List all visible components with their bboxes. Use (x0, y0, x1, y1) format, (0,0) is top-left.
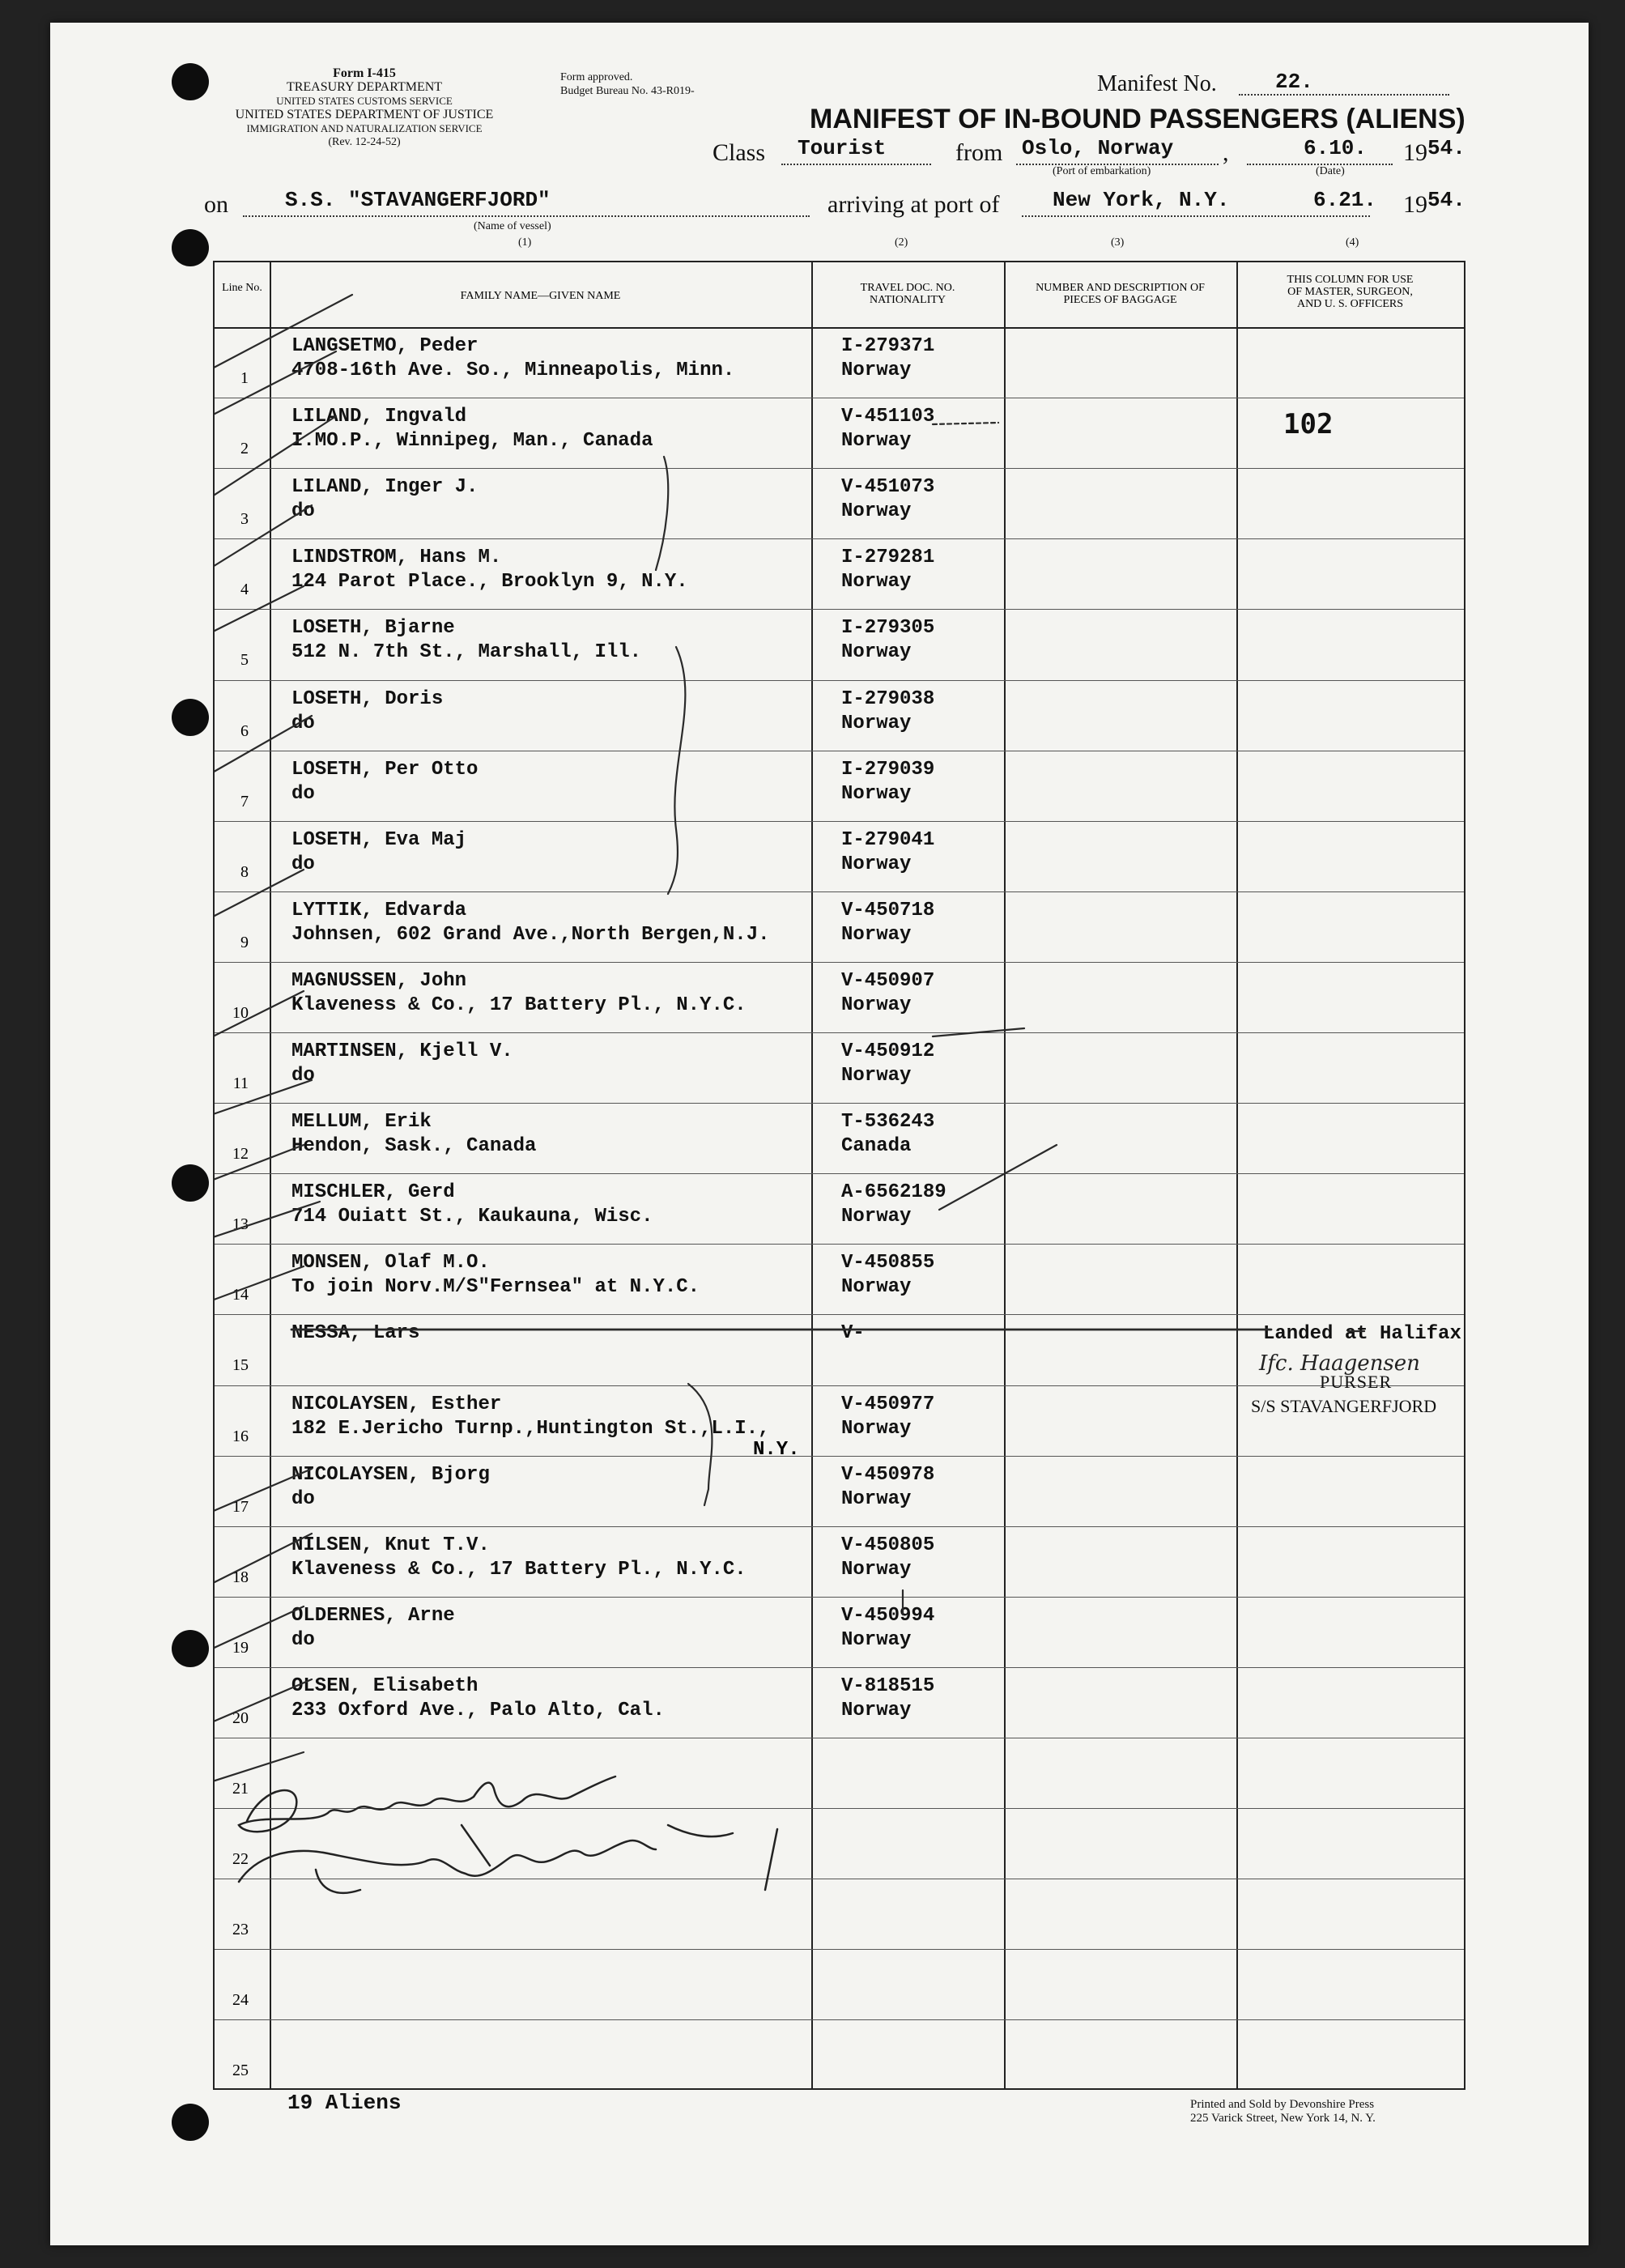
form-approved: Form approved. (560, 71, 633, 83)
line-number: 14 (232, 1286, 249, 1304)
printer-line-1: Printed and Sold by Devonshire Press (1190, 2098, 1375, 2111)
departure-date: 6.10. (1304, 136, 1368, 160)
class-label: Class (713, 139, 766, 166)
manifest-label: Manifest No. (1097, 71, 1217, 96)
arriving-label: arriving at port of (827, 191, 1000, 218)
passenger-address: To join Norv.M/S"Fernsea" at N.Y.C. (291, 1276, 700, 1299)
passenger-name: LILAND, Ingvald (291, 406, 467, 428)
passenger-address: do (291, 500, 315, 523)
passenger-address: do (291, 1628, 315, 1651)
nationality: Norway (841, 1276, 912, 1299)
travel-doc-number: V-818515 (841, 1674, 935, 1697)
nationality: Norway (841, 571, 912, 594)
passenger-name: MONSEN, Olaf M.O. (291, 1252, 490, 1274)
passenger-address: 233 Oxford Ave., Palo Alto, Cal. (291, 1699, 665, 1721)
line-number: 6 (240, 721, 249, 740)
travel-doc-number: V-451103 (841, 406, 935, 428)
total-aliens: 19 Aliens (287, 2091, 402, 2115)
year2-suffix: 54. (1427, 188, 1465, 212)
binder-hole (172, 699, 209, 736)
line-number: 22 (232, 1850, 249, 1869)
check-mark (215, 1080, 312, 1121)
travel-doc-number: I-279305 (841, 617, 935, 640)
nationality: Norway (841, 1065, 912, 1087)
passenger-name: NICOLAYSEN, Bjorg (291, 1463, 490, 1486)
nationality: Norway (841, 853, 912, 875)
check-mark (215, 295, 352, 376)
passenger-address: 512 N. 7th St., Marshall, Ill. (291, 641, 642, 664)
treasury-dept: TREASURY DEPARTMENT (286, 80, 443, 94)
purser-stamp: PURSER (1320, 1372, 1393, 1392)
binder-hole (172, 229, 209, 266)
travel-doc-number: I-279041 (841, 828, 935, 851)
nationality: Norway (841, 1417, 912, 1440)
header-doc-no: TRAVEL DOC. NO. (860, 282, 955, 294)
travel-doc-number: V-450978 (841, 1463, 935, 1486)
col4-caption: (4) (1346, 236, 1359, 249)
passenger-name: LYTTIK, Edvarda (291, 899, 467, 921)
passenger-name: NESSA, Lars (291, 1322, 420, 1345)
year2-prefix: 19 (1403, 191, 1427, 218)
travel-doc-number: V- (841, 1322, 865, 1345)
line-number: 13 (232, 1215, 249, 1234)
travel-doc-number: V-450907 (841, 969, 935, 992)
form-id-block (194, 66, 534, 149)
travel-doc-number: V-450805 (841, 1534, 935, 1556)
header-nationality: NATIONALITY (869, 294, 946, 306)
vessel-name: S.S. "STAVANGERFJORD" (285, 188, 551, 212)
passenger-name: LOSETH, Eva Maj (291, 828, 467, 851)
year1-suffix: 54. (1427, 136, 1465, 160)
nationality: Norway (841, 430, 912, 453)
passenger-name: LANGSETMO, Peder (291, 335, 479, 357)
passenger-name: MAGNUSSEN, John (291, 969, 467, 992)
passenger-address: Klaveness & Co., 17 Battery Pl., N.Y.C. (291, 1558, 747, 1581)
passenger-address: Klaveness & Co., 17 Battery Pl., N.Y.C. (291, 994, 747, 1016)
from-label: from (955, 139, 1003, 166)
nationality: Canada (841, 1135, 912, 1158)
check-mark (215, 1145, 304, 1185)
line-number: 25 (232, 2062, 249, 2080)
line-number: 18 (232, 1568, 249, 1586)
check-mark (215, 1752, 304, 1785)
check-mark (215, 1534, 312, 1590)
header-baggage-a: NUMBER AND DESCRIPTION OF (1036, 282, 1205, 294)
passenger-name: MELLUM, Erik (291, 1111, 432, 1134)
travel-doc-number: V-450912 (841, 1040, 935, 1062)
passenger-address: Hendon, Sask., Canada (291, 1135, 537, 1158)
passenger-name: LOSETH, Bjarne (291, 617, 455, 640)
check-mark (215, 416, 336, 505)
line-number: 4 (240, 581, 249, 599)
check-mark (215, 1679, 312, 1728)
on-label: on (204, 191, 228, 218)
passenger-address: Johnsen, 602 Grand Ave.,North Bergen,N.J. (291, 923, 770, 946)
header-officers-b: OF MASTER, SURGEON, (1287, 286, 1413, 298)
check-mark (215, 991, 304, 1048)
budget-bureau: Budget Bureau No. 43-R019- (560, 85, 695, 97)
year1-prefix: 19 (1403, 139, 1427, 166)
printer-credit (1190, 2098, 1376, 2125)
revision-date: (Rev. 12-24-52) (328, 136, 401, 148)
passenger-address: do (291, 1487, 315, 1510)
passenger-name: LILAND, Inger J. (291, 476, 479, 499)
nationality: Norway (841, 1628, 912, 1651)
line-number: 15 (232, 1356, 249, 1375)
vessel-line (243, 215, 810, 217)
customs-service: UNITED STATES CUSTOMS SERVICE (276, 95, 453, 107)
form-number: Form I-415 (333, 66, 396, 80)
travel-doc-number: I-279038 (841, 687, 935, 710)
passenger-address: 124 Parot Place., Brooklyn 9, N.Y. (291, 571, 688, 594)
passenger-address: 4708-16th Ave. So., Minneapolis, Minn. (291, 360, 735, 381)
manifest-number: 22. (1275, 70, 1313, 94)
passenger-name: LINDSTROM, Hans M. (291, 547, 502, 569)
line-number: 3 (240, 510, 249, 529)
line-number: 7 (240, 792, 249, 811)
nationality: Norway (841, 923, 912, 946)
passenger-table (213, 261, 1465, 2090)
ship-stamp: S/S STAVANGERFJORD (1251, 1396, 1437, 1416)
justice-dept: UNITED STATES DEPARTMENT OF JUSTICE (235, 108, 494, 121)
officer-number: 102 (1283, 408, 1334, 440)
passenger-name: OLSEN, Elisabeth (291, 1674, 479, 1697)
dash-mark (933, 1028, 1024, 1036)
printer-line-2: 225 Varick Street, New York 14, N. Y. (1190, 2112, 1376, 2125)
line-number: 9 (240, 933, 249, 951)
bracket-mark (668, 647, 685, 894)
class-value: Tourist (798, 136, 887, 160)
passenger-address: do (291, 853, 315, 875)
check-mark (215, 1606, 304, 1655)
nationality: Norway (841, 782, 912, 805)
dash-mark (933, 423, 998, 424)
handwritten-signature (239, 1777, 777, 1893)
nationality: Norway (841, 712, 912, 734)
travel-doc-number: A-6562189 (841, 1181, 946, 1204)
nationality: Norway (841, 1487, 912, 1510)
passenger-name: NICOLAYSEN, Esther (291, 1393, 502, 1415)
passenger-name: OLDERNES, Arne (291, 1604, 455, 1627)
line-number: 24 (232, 1991, 249, 2010)
col2-caption: (2) (895, 236, 908, 249)
travel-doc-number: V-451073 (841, 476, 935, 499)
passenger-address: do (291, 712, 315, 734)
manifest-no-line (1239, 94, 1449, 96)
line-number: 23 (232, 1921, 249, 1939)
check-mark (215, 1469, 312, 1517)
bracket-mark (688, 1384, 712, 1505)
nationality: Norway (841, 641, 912, 664)
manifest-title: MANIFEST OF IN-BOUND PASSENGERS (ALIENS) (810, 104, 1465, 134)
passenger-address: 182 E.Jericho Turnp.,Huntington St.,L.I., (291, 1417, 770, 1440)
travel-doc-number: I-279371 (841, 335, 935, 357)
landed-note: Landed at Halifax (1263, 1323, 1461, 1345)
nationality: Norway (841, 500, 912, 523)
passenger-address: do (291, 1065, 315, 1087)
line-number: 10 (232, 1003, 249, 1022)
header-line-no: Line No. (222, 282, 262, 294)
line-number: 1 (240, 369, 249, 387)
ins-service: IMMIGRATION AND NATURALIZATION SERVICE (246, 122, 483, 134)
passenger-name: LOSETH, Per Otto (291, 758, 479, 781)
nationality: Norway (841, 1206, 912, 1228)
passenger-name: MISCHLER, Gerd (291, 1181, 455, 1204)
passenger-name: NILSEN, Knut T.V. (291, 1534, 490, 1556)
purser-signature: Ifc. Haagensen (1259, 1351, 1420, 1376)
binder-hole (172, 2104, 209, 2141)
passenger-address: 714 Ouiatt St., Kaukauna, Wisc. (291, 1206, 653, 1228)
header-officers-a: THIS COLUMN FOR USE (1287, 274, 1414, 286)
arrival-date: 6.21. (1313, 188, 1377, 212)
check-mark (215, 505, 312, 578)
header-name: FAMILY NAME—GIVEN NAME (460, 290, 621, 302)
travel-doc-number: V-450977 (841, 1393, 935, 1415)
class-line (781, 164, 931, 165)
nationality: Norway (841, 994, 912, 1016)
date-caption: (Date) (1316, 165, 1345, 177)
inspector-marks (215, 262, 1464, 2088)
check-mark (215, 1202, 320, 1242)
passenger-name: MARTINSEN, Kjell V. (291, 1040, 513, 1062)
header-baggage-b: PIECES OF BAGGAGE (1063, 294, 1177, 306)
arrival-line (1022, 215, 1370, 217)
passenger-address-cont: N.Y. (753, 1438, 800, 1461)
line-number: 11 (232, 1074, 249, 1092)
binder-hole (172, 1630, 209, 1667)
travel-doc-number: V-450855 (841, 1252, 935, 1274)
binder-hole (172, 1164, 209, 1202)
check-mark (215, 351, 336, 424)
from-value: Oslo, Norway (1022, 136, 1174, 160)
line-number: 5 (240, 651, 249, 670)
line-number: 16 (232, 1427, 249, 1445)
travel-doc-number: T-536243 (841, 1111, 935, 1134)
passenger-address: do (291, 782, 315, 805)
travel-doc-number: I-279039 (841, 758, 935, 781)
vessel-caption: (Name of vessel) (474, 220, 551, 232)
check-mark (215, 716, 312, 781)
line-number: 19 (232, 1638, 249, 1657)
comma: , (1223, 139, 1229, 166)
approval-block (560, 70, 695, 98)
port-embark-caption: (Port of embarkation) (1053, 165, 1151, 177)
travel-doc-number: I-279281 (841, 547, 935, 569)
passenger-name: LOSETH, Doris (291, 687, 444, 710)
nationality: Norway (841, 360, 912, 381)
line-number: 20 (232, 1708, 249, 1727)
check-mark (215, 586, 304, 643)
line-number: 21 (232, 1780, 249, 1798)
line-number: 12 (232, 1145, 249, 1164)
col3-caption: (3) (1111, 236, 1125, 249)
arrival-port: New York, N.Y. (1053, 188, 1230, 212)
line-number: 2 (240, 440, 249, 458)
bracket-mark (656, 457, 668, 570)
col1-caption: (1) (518, 236, 532, 249)
line-number: 8 (240, 862, 249, 881)
nationality: Norway (841, 1699, 912, 1721)
check-mark (215, 1266, 304, 1307)
nationality: Norway (841, 1558, 912, 1581)
travel-doc-number: V-450718 (841, 899, 935, 921)
check-mark (939, 1145, 1057, 1210)
check-mark (215, 870, 304, 926)
line-number: 17 (232, 1497, 249, 1516)
passenger-address: I.MO.P., Winnipeg, Man., Canada (291, 430, 653, 453)
travel-doc-number: V-450994 (841, 1604, 935, 1627)
header-officers-c: AND U. S. OFFICERS (1296, 298, 1404, 310)
